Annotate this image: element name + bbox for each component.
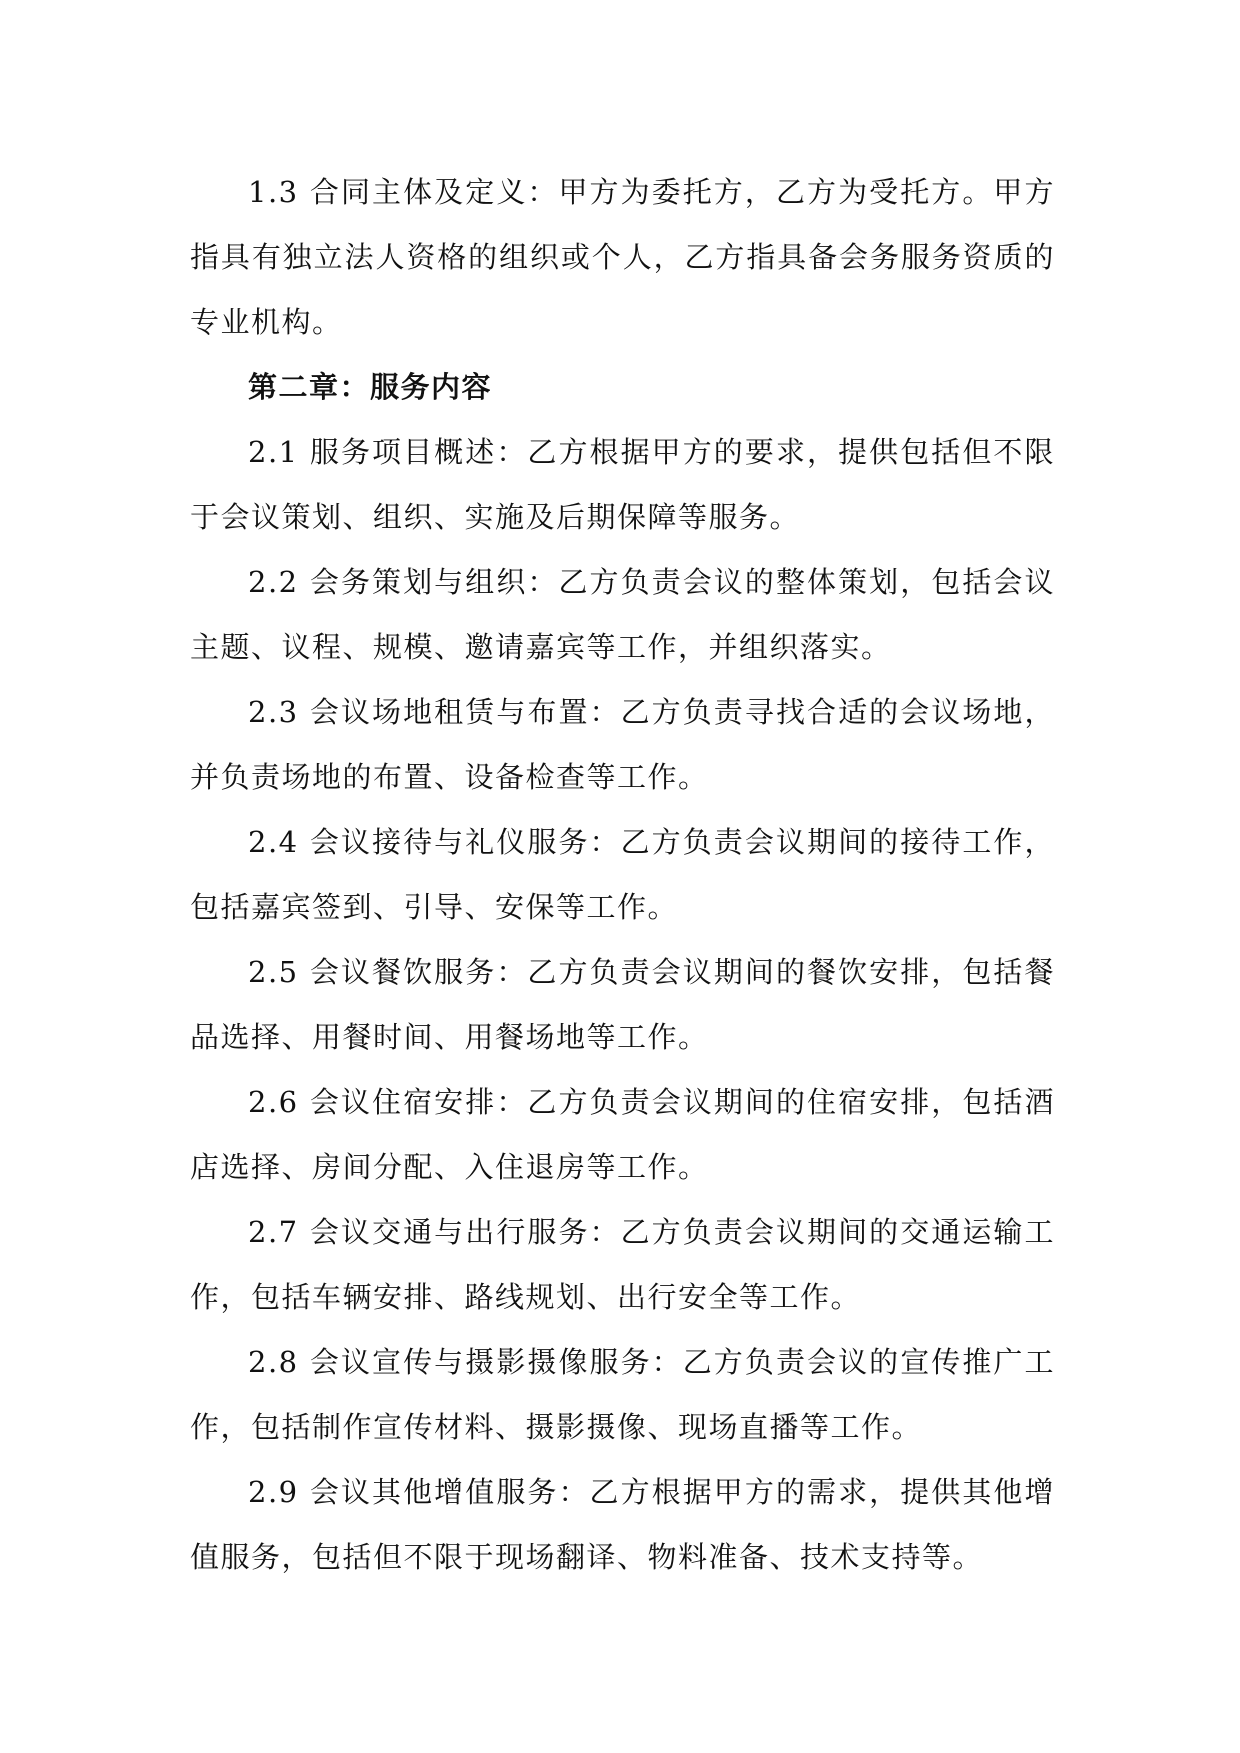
clause-2-3: 2.3 会议场地租赁与布置：乙方负责寻找合适的会议场地，并负责场地的布置、设备检查等工作。: [190, 695, 1055, 794]
clause-2-4: 2.4 会议接待与礼仪服务：乙方负责会议期间的接待工作，包括嘉宾签到、引导、安保等工作。: [190, 825, 1055, 924]
chapter-2-heading: 第二章：服务内容: [248, 370, 493, 404]
clause-2-1: 2.1 服务项目概述：乙方根据甲方的要求，提供包括但不限于会议策划、组织、实施及后期保障等服务。: [190, 435, 1055, 534]
clause-1-3: 1.3 合同主体及定义：甲方为委托方，乙方为受托方。甲方指具有独立法人资格的组织或个人，乙方指具备会务服务资质的专业机构。: [190, 175, 1055, 339]
clause-2-9: 2.9 会议其他增值服务：乙方根据甲方的需求，提供其他增值服务，包括但不限于现场翻译、物料准备、技术支持等。: [190, 1475, 1055, 1574]
clause-2-5: 2.5 会议餐饮服务：乙方负责会议期间的餐饮安排，包括餐品选择、用餐时间、用餐场地等工作。: [190, 955, 1055, 1054]
clause-2-6: 2.6 会议住宿安排：乙方负责会议期间的住宿安排，包括酒店选择、房间分配、入住退房等工作。: [190, 1085, 1055, 1184]
clause-2-8: 2.8 会议宣传与摄影摄像服务：乙方负责会议的宣传推广工作，包括制作宣传材料、摄影摄像、现场直播等工作。: [190, 1345, 1055, 1444]
document-body: [190, 160, 1055, 1590]
clause-2-7: 2.7 会议交通与出行服务：乙方负责会议期间的交通运输工作，包括车辆安排、路线规划、出行安全等工作。: [190, 1215, 1055, 1314]
clause-2-2: 2.2 会务策划与组织：乙方负责会议的整体策划，包括会议主题、议程、规模、邀请嘉宾等工作，并组织落实。: [190, 565, 1055, 664]
